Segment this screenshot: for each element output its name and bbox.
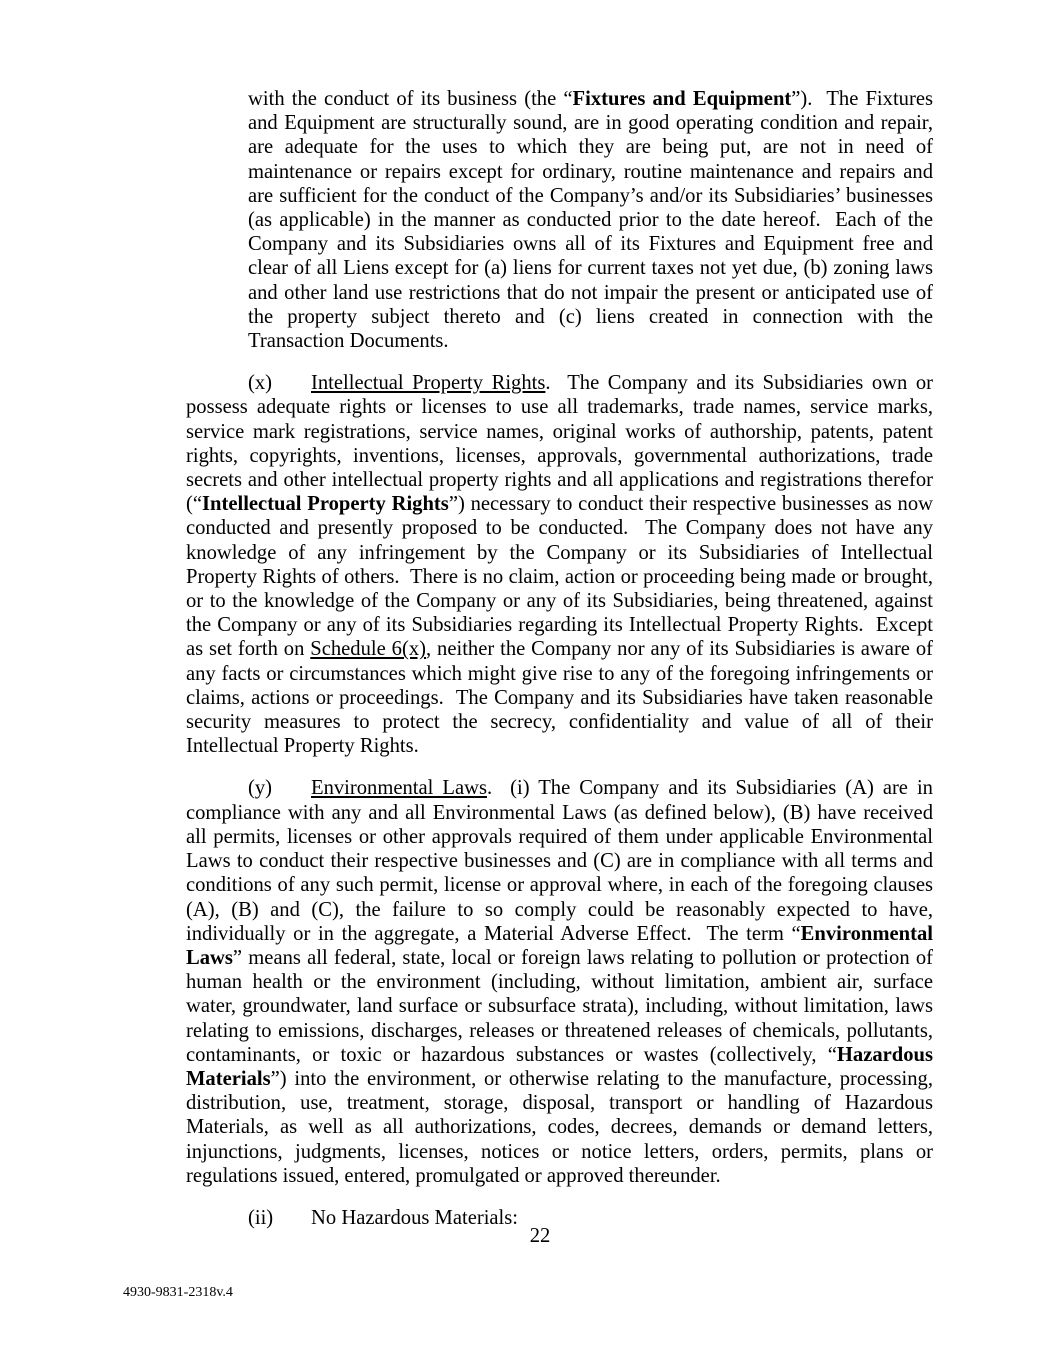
document-id-footer: 4930-9831-2318v.4 [123,1285,233,1300]
paragraph-marker: (x) [248,372,273,395]
underlined-reference: Schedule 6(x) [310,638,426,661]
page-number: 22 [529,1225,551,1247]
underlined-reference: Environmental Laws [311,777,487,800]
text-run: ” means all federal, state, local or foreign laws relating to pollution or protection of human health or the environment (including, without limitation, ambient air, surface water, groundwater, land surface or subsurface strata), including, without limitation, laws relating to emissions, discharges, releases or threatened releases of chemicals, pollutants, contaminants, or toxic or hazardous substances or wastes (collectively, “ [186,946,939,1066]
defined-term: Fixtures and Equipment [572,88,792,110]
document-body [186,87,939,1230]
text-run: ”) into the environment, or otherwise relating to the manufacture, processing, distribution, use, treatment, storage, disposal, transport or handling of Hazardous Materials, as well as all authorizations, codes, decrees, demands or demand letters, injunctions, judgments, licenses, notices or notice letters, orders, permits, plans or regulations issued, entered, promulgated or approved thereunder. [186,1067,939,1187]
paragraph-x-intellectual-property-rights [186,371,939,758]
underlined-reference: Intellectual Property Rights [311,372,546,395]
text-run: . The Company and its Subsidiaries own or possess adequate rights or licenses to use all trademarks, trade names, service marks, service mark registrations, service names, original works of authorship, patents, patent rights, copyrights, inventions, licenses, approvals, governmental authorizations, trade secrets and other intellectual property rights and all applications and registrations therefor (“ [186,372,939,516]
text-run: with the conduct of its business (the “ [248,88,573,110]
paragraph-y-environmental-laws [186,776,939,1187]
text-run: , neither the Company nor any of its Subsidiaries is aware of any facts or circumstances which might give rise to any of the foregoing infringements or claims, actions or proceedings. The Company and its Subsidiaries have taken reasonable security measures to protect the secrecy, confidentiality and value of all of their Intellectual Property Rights. [186,638,939,758]
paragraph-marker: (y) [248,777,273,800]
text-run: No Hazardous Materials: [311,1206,519,1229]
paragraph-ii-no-hazardous-materials [186,1206,933,1230]
paragraph-marker: (ii) [248,1206,274,1229]
text-run: ”) necessary to conduct their respective businesses as now conducted and presently proposed to be conducted. The Company does not have any knowledge of any infringement by the Company or its Subsidiaries of Intellectual Property Rights of others. There is no claim, action or proceeding being made or brought, or to the knowledge of the Company or any of its Subsidiaries, being threatened, against the Company or any of its Subsidiaries regarding its Intellectual Property Rights. Except as set forth on [186,493,939,661]
defined-term: Hazardous Materials [186,1043,939,1090]
defined-term: Environmental Laws [186,922,939,969]
paragraph-fixtures-and-equipment-continuation [248,87,939,353]
text-run: ”). The Fixtures and Equipment are structurally sound, are in good operating condition and repair, are adequate for the uses to which they are being put, are not in need of maintenance or repairs except for ordinary, routine maintenance and repairs and are sufficient for the conduct of the Company’s and/or its Subsidiaries’ businesses (as applicable) in the manner as conducted prior to the date hereof. Each of the Company and its Subsidiaries owns all of its Fixtures and Equipment free and clear of all Liens except for (a) liens for current taxes not yet due, (b) zoning laws and other land use restrictions that do not impair the present or anticipated use of the property subject thereto and (c) liens created in connection with the Transaction Documents. [248,88,939,353]
text-run: . (i) The Company and its Subsidiaries (A) are in compliance with any and all Environmental Laws (as defined below), (B) have received all permits, licenses or other approvals required of them under applicable Environmental Laws to conduct their respective businesses and (C) are in compliance with all terms and conditions of any such permit, license or approval where, in each of the foregoing clauses (A), (B) and (C), the failure to so comply could be reasonably expected to have, individually or in the aggregate, a Material Adverse Effect. The term “ [186,777,939,945]
defined-term: Intellectual Property Rights [202,493,449,516]
